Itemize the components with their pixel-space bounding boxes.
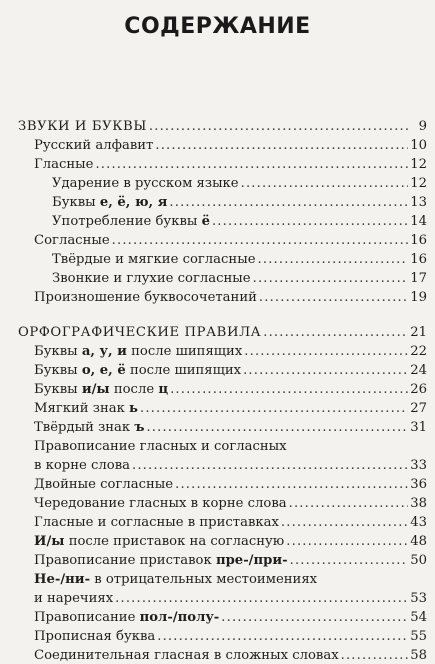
label-text: Буквы	[34, 344, 82, 359]
toc-entry-page: 38	[410, 496, 427, 511]
toc-entry-label: Чередование гласных в корне слова	[34, 496, 287, 511]
toc-entry-label	[34, 571, 317, 588]
dot-leader	[170, 381, 408, 398]
label-letters: И/ы	[34, 534, 65, 549]
page-title: СОДЕРЖАНИЕ	[124, 14, 311, 39]
toc-entry-label	[34, 533, 284, 550]
toc-entry-page: 14	[410, 214, 427, 229]
toc-entry-label: Произношение буквосочетаний	[34, 290, 257, 305]
label-text: Правописание	[34, 610, 140, 625]
toc-entry-label	[52, 194, 167, 211]
toc-entry-page: 9	[418, 119, 427, 134]
toc-entry-page: 10	[410, 138, 427, 153]
dot-leader	[244, 343, 408, 360]
dot-leader	[290, 552, 409, 569]
toc-entry-label	[34, 381, 168, 398]
label-text: после приставок на согласную	[64, 534, 285, 549]
toc-entry-label	[34, 343, 242, 360]
label-text: после	[109, 382, 159, 397]
label-text: Твёрдый знак	[34, 420, 135, 435]
toc-entry	[34, 533, 427, 550]
toc-entry-page: 54	[410, 610, 427, 625]
toc-entry-page: 13	[410, 195, 427, 210]
label-letters: ь	[129, 401, 138, 416]
toc-entry-page: 16	[410, 252, 427, 267]
toc-entry-page: 33	[410, 458, 427, 473]
dot-leader	[281, 514, 408, 531]
toc-entry-page: 17	[410, 271, 427, 286]
toc-entry-label: Русский алфавит	[34, 138, 154, 153]
toc-entry-label: Согласные	[34, 233, 110, 248]
toc-entry-label: Правописание гласных и согласных	[34, 439, 287, 454]
label-letters: е, ё, ю, я	[99, 195, 168, 210]
label-text: Буквы	[34, 363, 82, 378]
dot-leader	[243, 362, 408, 379]
dot-leader	[149, 118, 409, 135]
dot-leader	[289, 495, 409, 512]
toc-entry	[34, 137, 427, 154]
toc-entry	[34, 289, 427, 306]
toc-entry	[34, 514, 427, 531]
toc-entry-page: 22	[410, 344, 427, 359]
toc-entry-label: Твёрдые и мягкие согласные	[52, 252, 256, 267]
toc-entry-label	[34, 552, 288, 569]
toc-entry	[34, 476, 427, 493]
toc-entry-label: ОРФОГРАФИЧЕСКИЕ ПРАВИЛА	[18, 325, 262, 340]
dot-leader	[259, 289, 408, 306]
toc-entry	[52, 175, 427, 192]
dot-leader	[157, 628, 408, 645]
label-text: Употребление буквы	[52, 214, 202, 229]
toc-entry	[34, 362, 427, 379]
label-letters: а, у, и	[81, 344, 127, 359]
label-text: Правописание приставок	[34, 553, 216, 568]
toc-entry-page: 58	[410, 648, 427, 663]
toc-entry	[34, 590, 427, 607]
label-text: после шипящих	[125, 363, 242, 378]
toc-entry	[34, 400, 427, 417]
dot-leader	[140, 400, 408, 417]
toc-entry-label	[34, 362, 241, 379]
toc-entry-label: и наречиях	[34, 591, 114, 606]
toc-entry	[52, 251, 427, 268]
toc-entry-label: в корне слова	[34, 458, 131, 473]
toc-entry	[34, 232, 427, 249]
dot-leader	[258, 251, 409, 268]
dot-leader	[263, 324, 408, 341]
toc-entry-label: ЗВУКИ И БУКВЫ	[18, 119, 147, 134]
toc-entry-label	[34, 419, 144, 436]
dot-leader	[253, 270, 409, 287]
dot-leader	[175, 476, 408, 493]
toc-entry-line	[34, 438, 427, 455]
toc-entry	[34, 156, 427, 173]
toc-entry	[34, 609, 427, 626]
toc-entry	[52, 213, 427, 230]
toc-entry-page: 31	[410, 420, 427, 435]
toc-entry	[52, 194, 427, 211]
label-text: в отрицательных местоимениях	[90, 572, 318, 587]
toc-entry-page: 55	[410, 629, 427, 644]
toc-entry-page: 26	[410, 382, 427, 397]
label-letters: пре-/при-	[215, 553, 288, 568]
toc-entry-label: Прописная буква	[34, 629, 156, 644]
toc-entry	[34, 343, 427, 360]
toc-entry-page: 19	[410, 290, 427, 305]
toc-entry-page: 48	[410, 534, 427, 549]
label-letters: ё	[201, 214, 210, 229]
dot-leader	[221, 609, 408, 626]
dot-leader	[112, 232, 409, 249]
toc-entry	[34, 419, 427, 436]
toc-entry-page: 27	[410, 401, 427, 416]
toc-entry	[18, 324, 427, 341]
toc-entry-page: 36	[410, 477, 427, 492]
toc-entry	[34, 457, 427, 474]
toc-entry-label: Соединительная гласная в сложных словах	[34, 648, 339, 663]
label-text: Буквы	[52, 195, 100, 210]
label-text: после шипящих	[126, 344, 243, 359]
toc-entry	[18, 118, 427, 135]
toc-entry-label	[34, 400, 138, 417]
toc-entry-page: 21	[410, 325, 427, 340]
toc-entry-page: 16	[410, 233, 427, 248]
toc-entry-label: Гласные	[34, 157, 94, 172]
label-letters: пол-/полу-	[139, 610, 220, 625]
toc-entry-page: 12	[410, 176, 427, 191]
toc-entry	[34, 381, 427, 398]
toc-entry-label: Двойные согласные	[34, 477, 174, 492]
toc-entry-line	[34, 571, 427, 588]
label-letters: ц	[158, 382, 169, 397]
dot-leader	[169, 194, 408, 211]
label-letters: Не-/ни-	[34, 572, 91, 587]
label-text: Мягкий знак	[34, 401, 130, 416]
toc-entry	[34, 628, 427, 645]
label-letters: о, е, ё	[81, 363, 126, 378]
toc-entry	[34, 495, 427, 512]
toc-entry-label	[52, 213, 210, 230]
dot-leader	[286, 533, 408, 550]
toc-entry	[34, 552, 427, 569]
toc-entry-label: Ударение в русском языке	[52, 176, 239, 191]
label-letters: ъ	[134, 420, 145, 435]
dot-leader	[241, 175, 409, 192]
toc-entry-page: 12	[410, 157, 427, 172]
dot-leader	[146, 419, 408, 436]
label-letters: и/ы	[81, 382, 110, 397]
toc-entry-label	[34, 609, 219, 626]
dot-leader	[95, 156, 408, 173]
toc-entry-page: 50	[410, 553, 427, 568]
dot-leader	[155, 137, 408, 154]
toc-entry-page: 53	[410, 591, 427, 606]
toc-entry-page: 43	[410, 515, 427, 530]
dot-leader	[212, 213, 408, 230]
toc-entry-label: Звонкие и глухие согласные	[52, 271, 251, 286]
toc-entry-label: Гласные и согласные в приставках	[34, 515, 279, 530]
label-text: Буквы	[34, 382, 82, 397]
dot-leader	[115, 590, 408, 607]
toc-entry	[52, 270, 427, 287]
dot-leader	[132, 457, 408, 474]
toc-entry-page: 24	[410, 363, 427, 378]
